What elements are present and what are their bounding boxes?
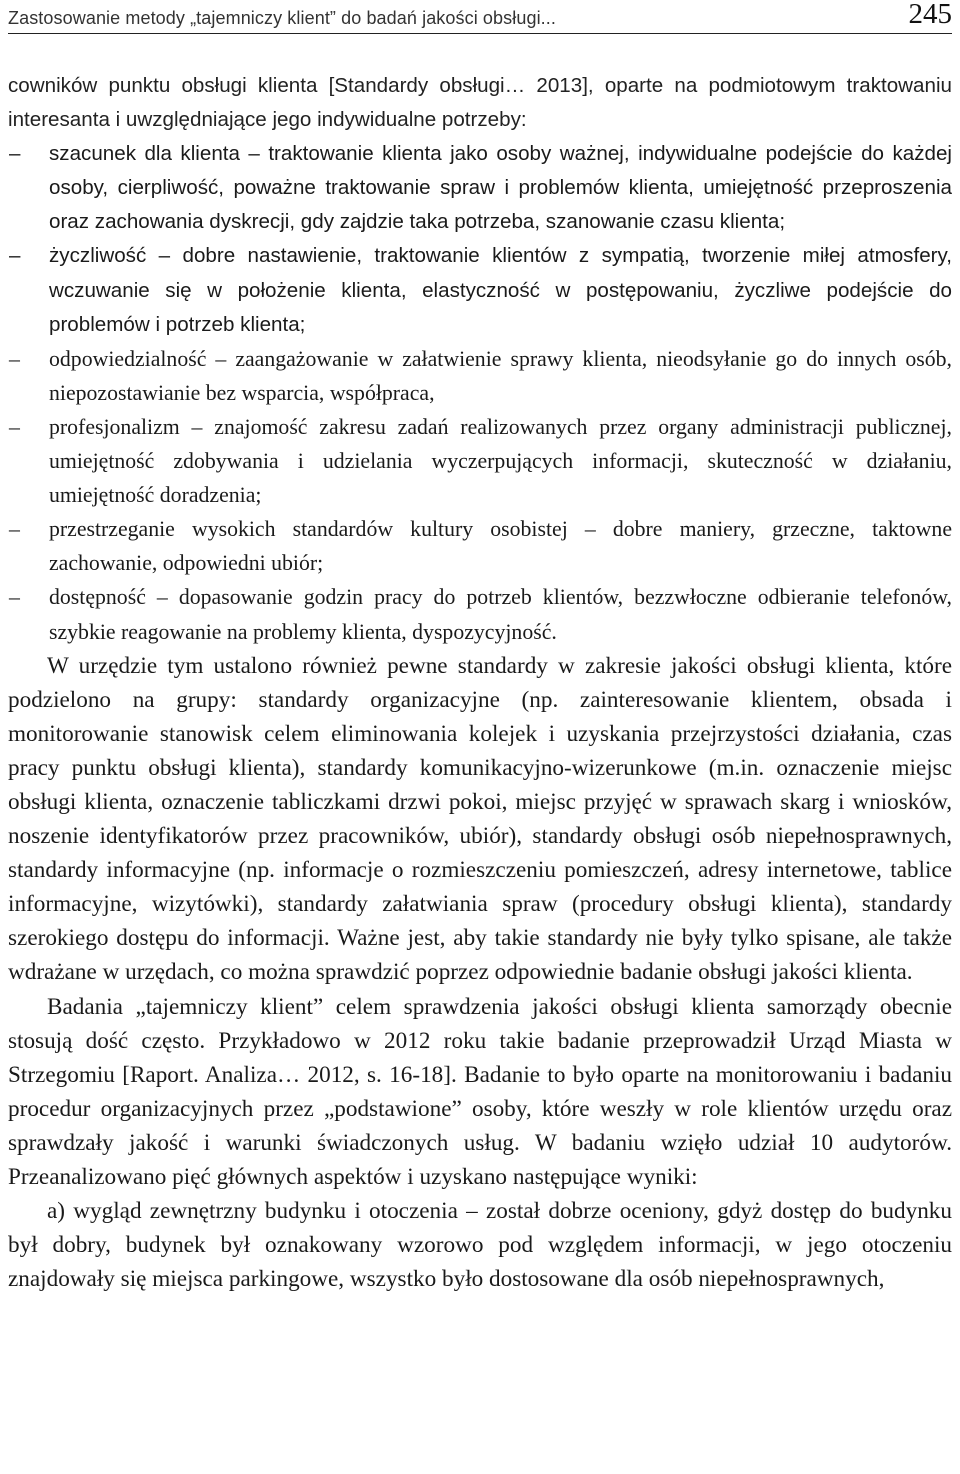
finding-a-paragraph: a) wygląd zewnętrzny budynku i otoczenia – został dobrze oceniony, gdyż dostęp do budynku był dobry, budynek był oznakowany wzorowo pod względem informacji, w jego otoczeniu znajdowały się miejsca parkingowe, wszystko było dostosowane dla osób niepełnosprawnych,	[8, 1198, 952, 1293]
page-number: 245	[908, 0, 952, 30]
intro-paragraph: cowników punktu obsługi klienta [Standardy obsługi… 2013], oparte na podmiotowym traktowaniu interesanta i uwzględniające jego indywidualne potrzeby:	[8, 74, 952, 132]
standards-paragraph: W urzędzie tym ustalono również pewne standardy w zakresie jakości obsługi klienta, które podzielono na grupy: standardy organizacyjne (np. zainteresowanie klientem, obsada i monitorowanie stanowisk celem eliminowania kolejek i uzyskania przejrzystości działania, czas pracy punktu obsługi klienta), standardy komunikacyjno-wizerunkowe (m.in. oznaczenie miejsc obsługi klienta, oznaczenie tabliczkami drzwi pokoi, miejsc przyjęć w sprawach skarg i wniosków, noszenie identyfikatorów przez pracowników, ubiór), standardy obsługi osób niepełnosprawnych, standardy informacyjne (np. informacje o rozmieszczeniu pomieszczeń, adresy internetowe, tablice informacyjne, wizytówki), standardy załatwiania spraw (procedury obsługi klienta), standardy szerokiego dostępu do informacji. Ważne jest, aby takie standardy nie były tylko spisane, ale także wdrażane w urzędach, co można sprawdzić poprzez odpowiednie badanie obsługi jakości klienta.	[8, 652, 952, 986]
list-item	[8, 239, 952, 341]
list-item-text: profesjonalizm – znajomość zakresu zadań realizowanych przez organy administracji publicznej, umiejętność zdobywania i udzielania wyczerpujących informacji, skuteczność w działaniu, umiejętność doradzenia;	[49, 414, 952, 508]
dash-marker	[9, 137, 20, 171]
dash-marker	[9, 410, 20, 444]
list-item-text: dostępność – dopasowanie godzin pracy do potrzeb klientów, bezzwłoczne odbieranie telefonów, szybkie reagowanie na problemy klienta, dyspozycyjność.	[49, 585, 952, 644]
running-title: Zastosowanie metody „tajemniczy klient” do badań jakości obsługi...	[8, 8, 556, 28]
list-item-text: szacunek dla klienta – traktowanie klienta jako osoby ważnej, indywidualne podejście do każdej osoby, cierpliwość, poważne traktowanie spraw i problemów klienta, umiejętność przeproszenia oraz zachowania dyskrecji, gdy zajdzie taka potrzeba, szanowanie czasu klienta;	[49, 142, 952, 234]
dash-marker	[9, 580, 20, 614]
page-body	[8, 69, 952, 1296]
list-item	[8, 580, 952, 648]
requirements-list	[8, 137, 952, 648]
list-item	[8, 512, 952, 580]
research-paragraph: Badania „tajemniczy klient” celem sprawdzenia jakości obsługi klienta samorządy obecnie stosują dość często. Przykładowo w 2012 roku takie badanie przeprowadził Urząd Miasta w Strzegomiu [Raport. Analiza… 2012, s. 16-18]. Badanie to było oparte na monitorowaniu i badaniu procedur organizacyjnych przez „podstawione” osoby, które weszły w role klientów urzędu oraz sprawdzały jakość i warunki świadczonych usług. W badaniu wzięło udział 10 audytorów. Przeanalizowano pięć głównych aspektów i uzyskano następujące wyniki:	[8, 993, 952, 1190]
list-item	[8, 137, 952, 239]
list-item	[8, 342, 952, 410]
list-item-text: odpowiedzialność – zaangażowanie w załatwienie sprawy klienta, nieodsyłanie go do innych osób, niepozostawianie bez wsparcia, współpraca,	[49, 346, 952, 405]
page-header	[8, 0, 952, 34]
dash-marker	[9, 512, 20, 546]
list-item-text: przestrzeganie wysokich standardów kultury osobistej – dobre maniery, grzeczne, taktowne zachowanie, odpowiedni ubiór;	[49, 517, 952, 576]
dash-marker	[9, 239, 20, 273]
list-item	[8, 410, 952, 512]
list-item-text: życzliwość – dobre nastawienie, traktowanie klientów z sympatią, tworzenie miłej atmosfery, wczuwanie się w położenie klienta, elastyczność w postępowaniu, życzliwe podejście do problemów i potrzeb klienta;	[49, 244, 952, 336]
dash-marker	[9, 342, 20, 376]
